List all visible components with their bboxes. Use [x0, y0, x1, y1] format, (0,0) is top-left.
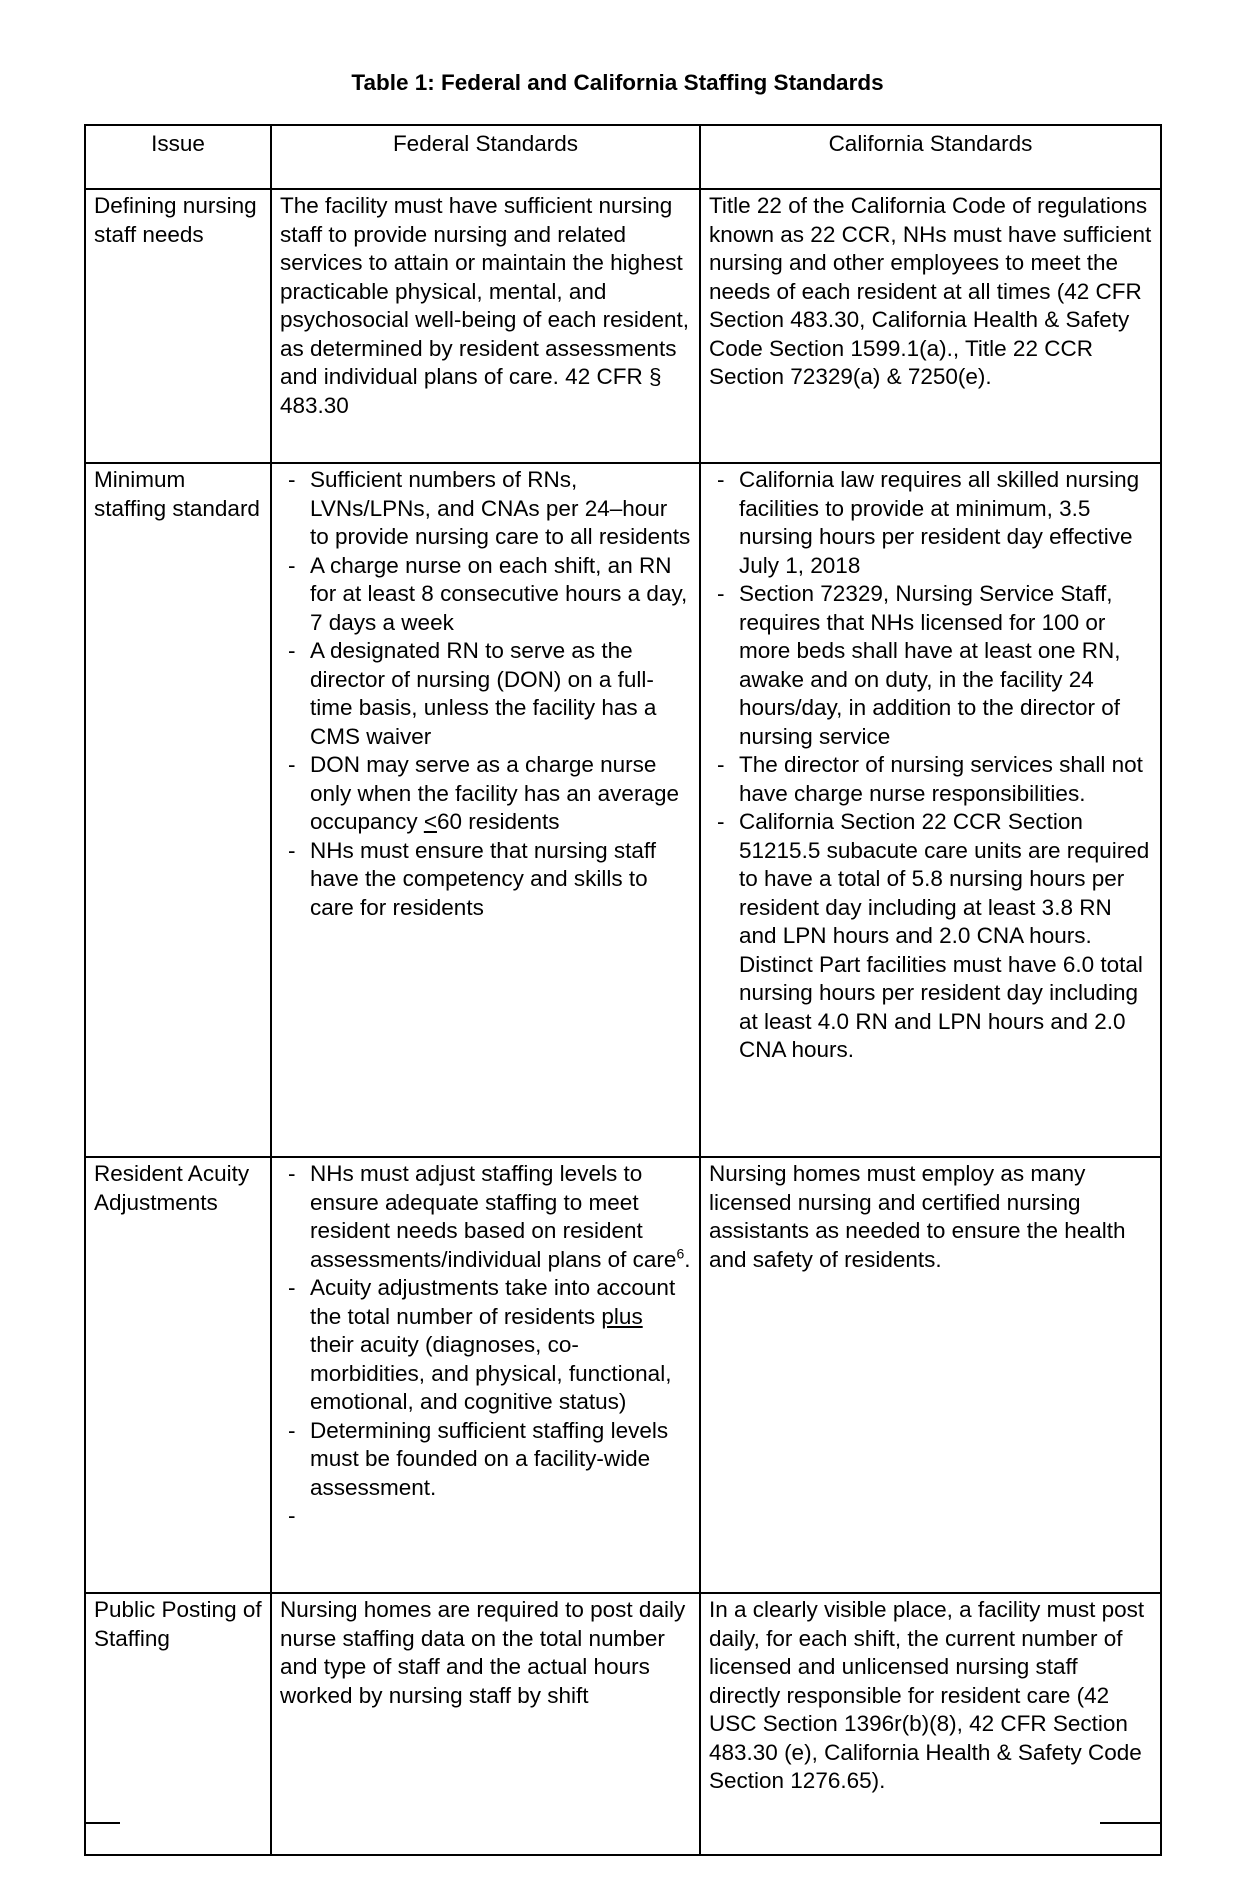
list-item: - NHs must ensure that nursing staff have the competency and skills to care for residents [280, 837, 691, 923]
issue-cell: Defining nursing staff needs [85, 189, 271, 463]
header-issue: Issue [85, 125, 271, 189]
list-item: - California law requires all skilled nursing facilities to provide at minimum, 3.5 nursing hours per resident day effective July 1, 2018 [709, 466, 1152, 580]
issue-cell: Minimum staffing standard [85, 463, 271, 1157]
issue-cell: Public Posting of Staffing [85, 1593, 271, 1855]
issue-cell: Resident Acuity Adjustments [85, 1157, 271, 1593]
california-text: Title 22 of the California Code of regulations known as 22 CCR, NHs must have sufficient nursing and other employees to meet the needs of each resident at all times (42 CFR Section 483.30, California Health & Safety Code Section 1599.1(a)., Title 22 CCR Section 72329(a) & 7250(e). [709, 193, 1152, 389]
federal-list [280, 1160, 691, 1531]
list-item: - Determining sufficient staffing levels must be founded on a facility-wide assessment. [280, 1417, 691, 1503]
california-list [709, 466, 1152, 1065]
don-text: DON may serve as a charge nurse only when the facility has an average occupancy [310, 752, 679, 834]
federal-cell [271, 189, 700, 463]
list-item: - Sufficient numbers of RNs, LVNs/LPNs, and CNAs per 24–hour to provide nursing care to all residents [280, 466, 691, 552]
plus-underlined: plus [601, 1303, 643, 1329]
bottom-rule-right [1100, 1822, 1160, 1824]
list-item: - Section 72329, Nursing Service Staff, requires that NHs licensed for 100 or more beds shall have at least one RN, awake and on duty, in the facility 24 hours/day, in addition to the director of nursing service [709, 580, 1152, 751]
table-row [85, 1157, 1161, 1593]
list-item: - The director of nursing services shall not have charge nurse responsibilities. [709, 751, 1152, 808]
list-item [280, 751, 691, 837]
california-cell [700, 1593, 1161, 1855]
item-text-end: their acuity (diagnoses, co-morbidities, and physical, functional, emotional, and cognitive status) [310, 1332, 672, 1414]
list-item [280, 1274, 691, 1417]
empty-list-item [280, 1502, 691, 1531]
table-row [85, 463, 1161, 1157]
federal-cell [271, 1157, 700, 1593]
header-row [85, 125, 1161, 189]
table-title: Table 1: Federal and California Staffing Standards [351, 70, 884, 95]
header-california: California Standards [700, 125, 1161, 189]
federal-cell [271, 1593, 700, 1855]
table-row [85, 1593, 1161, 1855]
less-than-sign: < [423, 809, 437, 834]
header-federal: Federal Standards [271, 125, 700, 189]
california-text: In a clearly visible place, a facility must post daily, for each shift, the current number of licensed and unlicensed nursing staff directly responsible for resident care (42 USC Section 1396r(b)(8), 42 CFR Section 483.30 (e), California Health & Safety Code Section 1276.65). [709, 1597, 1145, 1793]
california-cell [700, 189, 1161, 463]
item-text: Acuity adjustments take into account the total number of residents [310, 1275, 676, 1329]
federal-text: Nursing homes are required to post daily nurse staffing data on the total number and type of staff and the actual hours worked by nursing staff by shift [280, 1597, 686, 1708]
california-text: Nursing homes must employ as many licensed nursing and certified nursing assistants as needed to ensure the health and safety of residents. [709, 1161, 1126, 1272]
table-row [85, 189, 1161, 463]
california-cell [700, 1157, 1161, 1593]
staffing-standards-table [84, 124, 1162, 1856]
footnote-6: 6 [676, 1245, 685, 1261]
federal-list [280, 466, 691, 922]
list-item: - A charge nurse on each shift, an RN for at least 8 consecutive hours a day, 7 days a week [280, 552, 691, 638]
item-end: . [684, 1246, 691, 1272]
item-text: NHs must adjust staffing levels to ensure adequate staffing to meet resident needs based on resident assessments/individual plans of care [310, 1161, 677, 1272]
federal-cell [271, 463, 700, 1157]
don-text-end: 60 residents [436, 809, 560, 834]
list-item: - California Section 22 CCR Section 51215.5 subacute care units are required to have a total of 5.8 nursing hours per resident day including at least 3.8 RN and LPN hours and 2.0 CNA hours. Distinct Part facilities must have 6.0 total nursing hours per resident day including at least 4.0 RN and LPN hours and 2.0 CNA hours. [709, 808, 1152, 1065]
california-cell [700, 463, 1161, 1157]
list-item: - A designated RN to serve as the director of nursing (DON) on a full-time basis, unless the facility has a CMS waiver [280, 637, 691, 751]
list-item [280, 1160, 691, 1274]
federal-text: The facility must have sufficient nursing staff to provide nursing and related services to attain or maintain the highest practicable physical, mental, and psychosocial well-being of each resident, as determined by resident assessments and individual plans of care. 42 CFR § 483.30 [280, 193, 689, 418]
bottom-rule-left [84, 1822, 120, 1824]
